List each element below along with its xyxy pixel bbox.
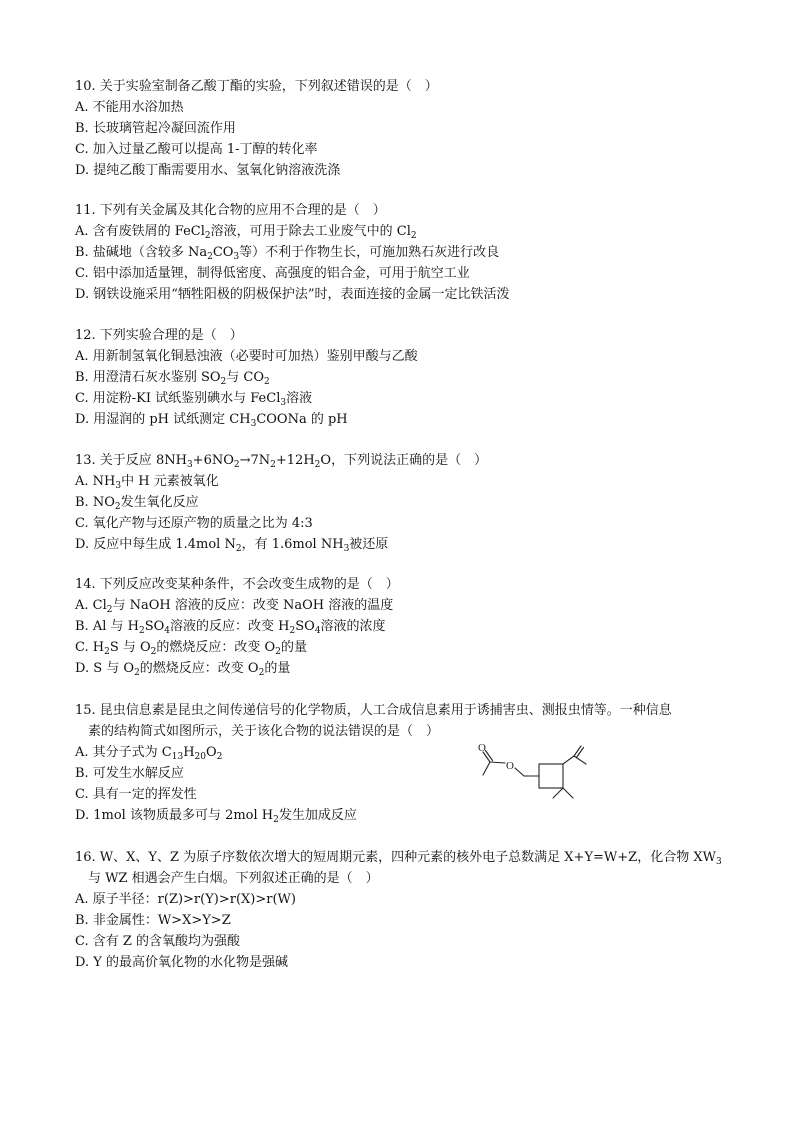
- option-c: C. 含有 Z 的含氧酸均为强酸: [75, 934, 241, 949]
- option-c: C. 铝中添加适量锂，制得低密度、高强度的铝合金，可用于航空工业: [75, 266, 470, 281]
- question-stem: 14. 下列反应改变某种条件，不会改变生成物的是（ ）: [75, 577, 399, 592]
- option-d: D. 提纯乙酸丁酯需要用水、氢氧化钠溶液洗涤: [75, 163, 341, 178]
- option-c: C. 氧化产物与还原产物的质量之比为 4:3: [75, 516, 313, 531]
- option-a: A. $Cl_2$与 NaOH 溶液的反应：改变 NaOH 溶液的温度: [75, 598, 394, 615]
- option-b: B. 非金属性：W>X>Y>Z: [75, 913, 231, 928]
- question-16: [75, 847, 735, 973]
- option-d: D. 反应中每生成 1.4mol $N_2$，有 1.6mol $NH_3$被还原: [75, 537, 389, 554]
- ester-oxygen-label: O: [506, 760, 514, 772]
- question-10: [75, 76, 735, 181]
- option-b: B. 长玻璃管起冷凝回流作用: [75, 121, 236, 136]
- option-a: A. $NH_3$中 H 元素被氧化: [75, 474, 219, 491]
- gem-methyl-bond-2: [563, 788, 573, 798]
- option-a: A. 含有废铁屑的 FeCl$_2$溶液，可用于除去工业废气中的 $Cl_2$: [75, 224, 417, 241]
- isopropenyl-bond: [563, 756, 574, 764]
- vinyl-double-bond: [574, 746, 581, 756]
- option-c: C. $H_2S$ 与 $O_2$的燃烧反应：改变 $O_2$的量: [75, 640, 307, 657]
- question-stem-line-1: 16. W、X、Y、Z 为原子序数依次增大的短周期元素，四种元素的核外电子总数满足 X+Y=W+Z，化合物 $XW_3$: [75, 850, 722, 867]
- option-b: B. 可发生水解反应: [75, 766, 184, 781]
- cyclobutane-ring: [539, 764, 563, 788]
- question-12: [75, 325, 735, 430]
- option-d: D. 钢铁设施采用“牺牲阳极的阴极保护法”时，表面连接的金属一定比铁活泼: [75, 287, 510, 302]
- question-stem-line-2: 与 WZ 相遇会产生白烟。下列叙述正确的是（ ）: [88, 871, 379, 886]
- methyl-bond: [483, 762, 490, 775]
- option-d: D. 用湿润的 pH 试纸测定 $CH_3COONa$ 的 pH: [75, 412, 348, 429]
- option-b: B. 用澄清石灰水鉴别 $SO_2$与 $CO_2$: [75, 370, 270, 387]
- molecule-structure-diagram: [476, 742, 596, 802]
- gem-methyl-bond-1: [553, 788, 563, 798]
- carbonyl-oxygen-label: O: [478, 742, 486, 754]
- question-13: [75, 450, 735, 555]
- option-d: D. S 与 $O_2$的燃烧反应：改变 $O_2$的量: [75, 661, 291, 678]
- option-c: C. 用淀粉-KI 试纸鉴别碘水与 FeCl$_3$溶液: [75, 391, 313, 408]
- option-d: D. 1mol 该物质最多可与 2mol $H_2$发生加成反应: [75, 808, 357, 825]
- option-a: A. 其分子式为 $C_{13}H_{20}O_2$: [75, 745, 223, 762]
- question-11: [75, 200, 735, 305]
- option-b: B. $NO_2$发生氧化反应: [75, 495, 199, 512]
- option-b: B. 盐碱地（含较多 $Na_2CO_3$等）不利于作物生长，可施加熟石灰进行改良: [75, 245, 500, 262]
- question-stem: 13. 关于反应 $8NH_3+6NO_2\to 7N_2+12H_2O$，下列说法正确的是（ ）: [75, 453, 488, 470]
- option-c: C. 具有一定的挥发性: [75, 787, 197, 802]
- question-stem: 12. 下列实验合理的是（ ）: [75, 328, 243, 343]
- option-a: A. 原子半径：r(Z)>r(Y)>r(X)>r(W): [75, 892, 296, 907]
- question-stem: 11. 下列有关金属及其化合物的应用不合理的是（ ）: [75, 203, 386, 218]
- isopropenyl-methyl-bond: [574, 756, 586, 764]
- option-a: A. 用新制氢氧化铜悬浊液（必要时可加热）鉴别甲酸与乙酸: [75, 349, 418, 364]
- question-stem: 10. 关于实验室制备乙酸丁酯的实验，下列叙述错误的是（ ）: [75, 79, 438, 94]
- question-stem-line-2: 素的结构简式如图所示，关于该化合物的说法错误的是（ ）: [88, 724, 440, 739]
- option-d: D. Y 的最高价氧化物的水化物是强碱: [75, 955, 288, 970]
- acyl-o-bond: [490, 762, 505, 763]
- option-a: A. 不能用水浴加热: [75, 100, 184, 115]
- vinyl-double-bond-second-line: [577, 748, 584, 758]
- carbonyl-double-bond-second-line: [486, 751, 493, 761]
- question-14: [75, 574, 735, 679]
- o-ch2-bond: [515, 768, 524, 776]
- question-15: [75, 700, 735, 826]
- option-c: C. 加入过量乙酸可以提高 1-丁醇的转化率: [75, 142, 318, 157]
- question-stem-line-1: 15. 昆虫信息素是昆虫之间传递信号的化学物质，人工合成信息素用于诱捕害虫、测报虫情等。一种信息: [75, 703, 672, 718]
- option-b: B. Al 与 $H_2SO_4$溶液的反应：改变 $H_2SO_4$溶液的浓度: [75, 619, 386, 636]
